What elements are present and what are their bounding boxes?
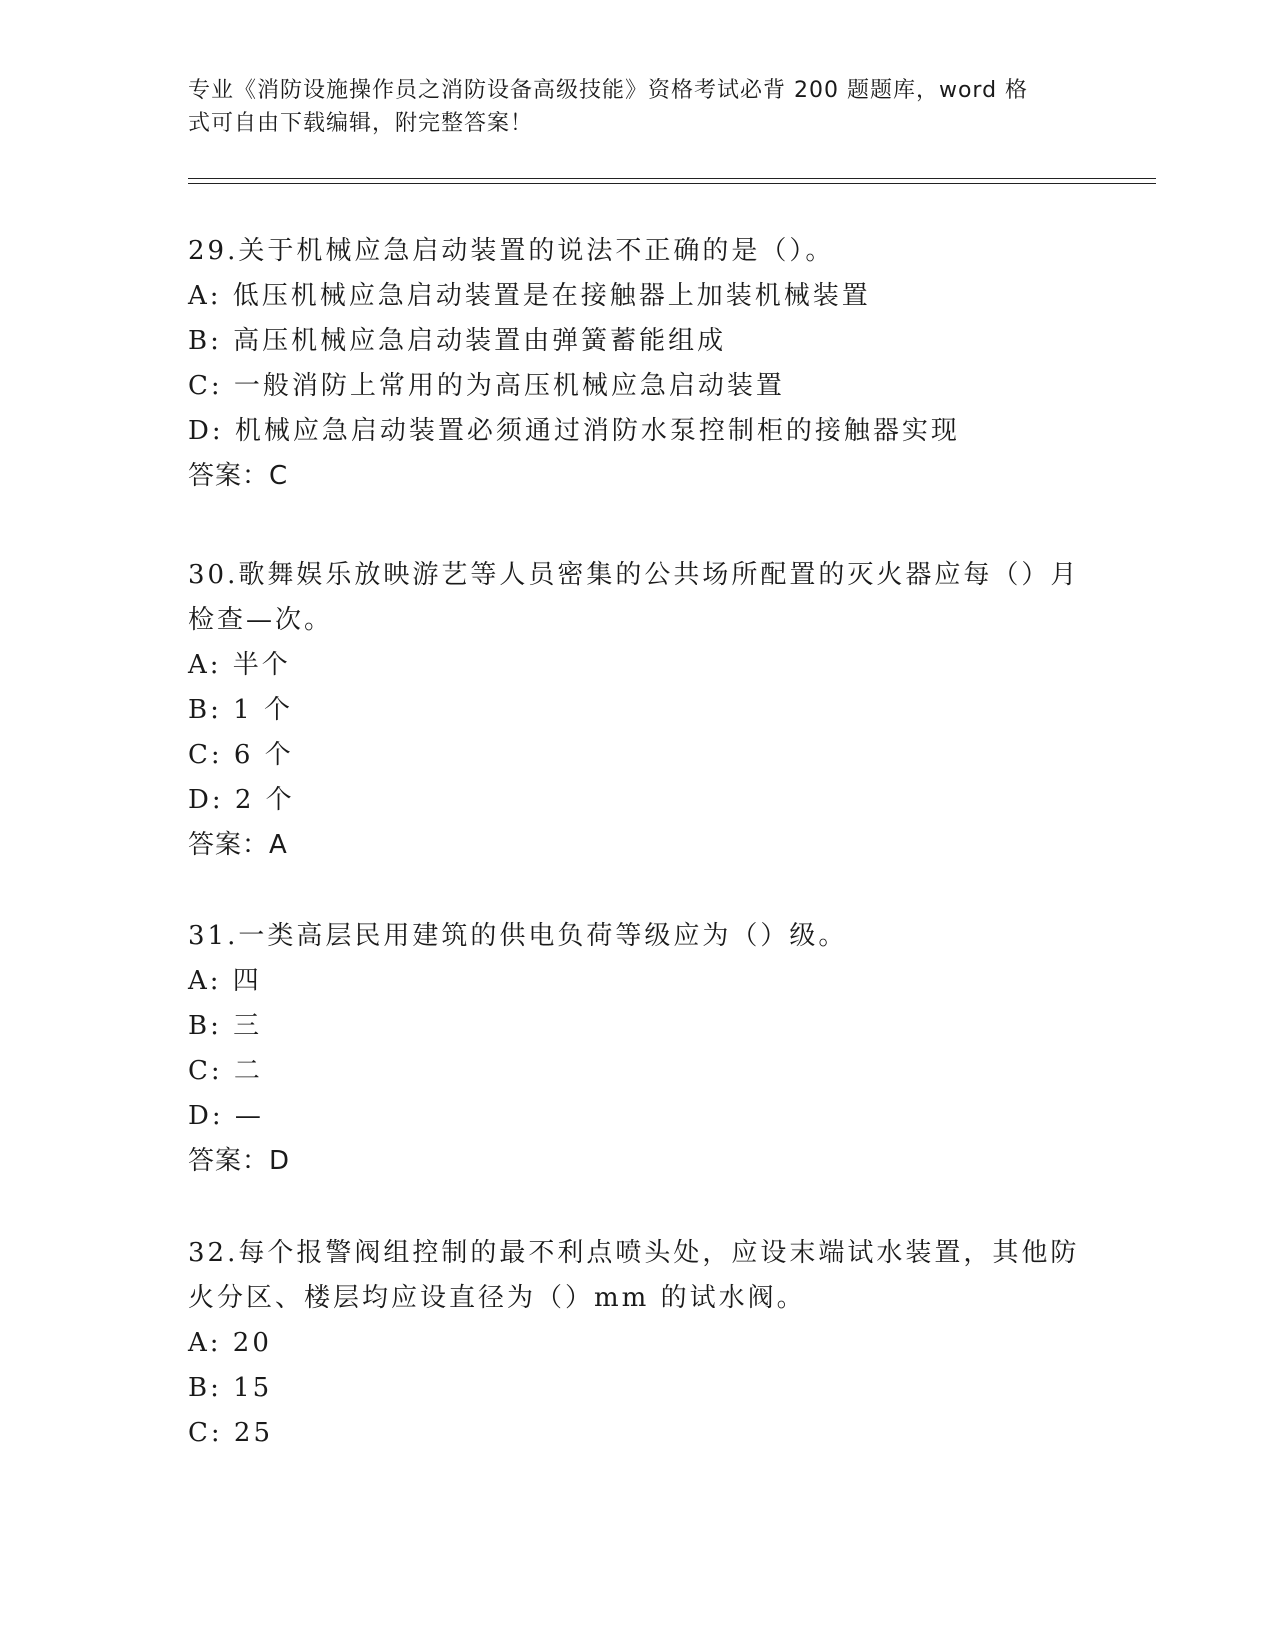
- option-c: C: 二: [188, 1056, 263, 1086]
- question-stem: 32.每个报警阀组控制的最不利点喷头处，应设末端试水装置，其他防: [188, 1238, 1080, 1268]
- option-c: C: 25: [188, 1418, 274, 1448]
- option-c: C: 6 个: [188, 740, 294, 770]
- option-c: C: 一般消防上常用的为高压机械应急启动装置: [188, 371, 785, 401]
- answer: 答案：D: [188, 1146, 291, 1176]
- option-a: A: 半个: [188, 650, 291, 680]
- option-d: D: 机械应急启动装置必须通过消防水泵控制柜的接触器实现: [188, 416, 960, 446]
- question-stem: 31.一类高层民用建筑的供电负荷等级应为（）级。: [188, 921, 848, 951]
- option-d: D: 2 个: [188, 785, 295, 815]
- option-d: D: —: [188, 1101, 264, 1131]
- document-header: [188, 74, 1078, 140]
- option-a: A: 四: [188, 966, 262, 996]
- header-divider-bottom: [188, 183, 1156, 184]
- option-b: B: 三: [188, 1011, 263, 1041]
- header-line-1: 专业《消防设施操作员之消防设备高级技能》资格考试必背 200 题题库，word 格: [188, 78, 1029, 103]
- question-stem: 30.歌舞娱乐放映游艺等人员密集的公共场所配置的灭火器应每（）月: [188, 560, 1080, 590]
- header-line-2: 式可自由下载编辑，附完整答案！: [188, 111, 534, 136]
- answer: 答案：A: [188, 830, 288, 860]
- header-divider-top: [188, 178, 1156, 179]
- option-a: A: 20: [188, 1328, 272, 1358]
- question-stem: 29.关于机械应急启动装置的说法不正确的是（）。: [188, 236, 835, 266]
- question-stem-cont: 检查—次。: [188, 605, 334, 635]
- option-b: B: 1 个: [188, 695, 293, 725]
- answer: 答案：C: [188, 461, 289, 491]
- option-b: B: 高压机械应急启动装置由弹簧蓄能组成: [188, 326, 727, 356]
- option-a: A: 低压机械应急启动装置是在接触器上加装机械装置: [188, 281, 871, 311]
- option-b: B: 15: [188, 1373, 273, 1403]
- question-stem-cont: 火分区、楼层均应设直径为（）mm 的试水阀。: [188, 1283, 806, 1313]
